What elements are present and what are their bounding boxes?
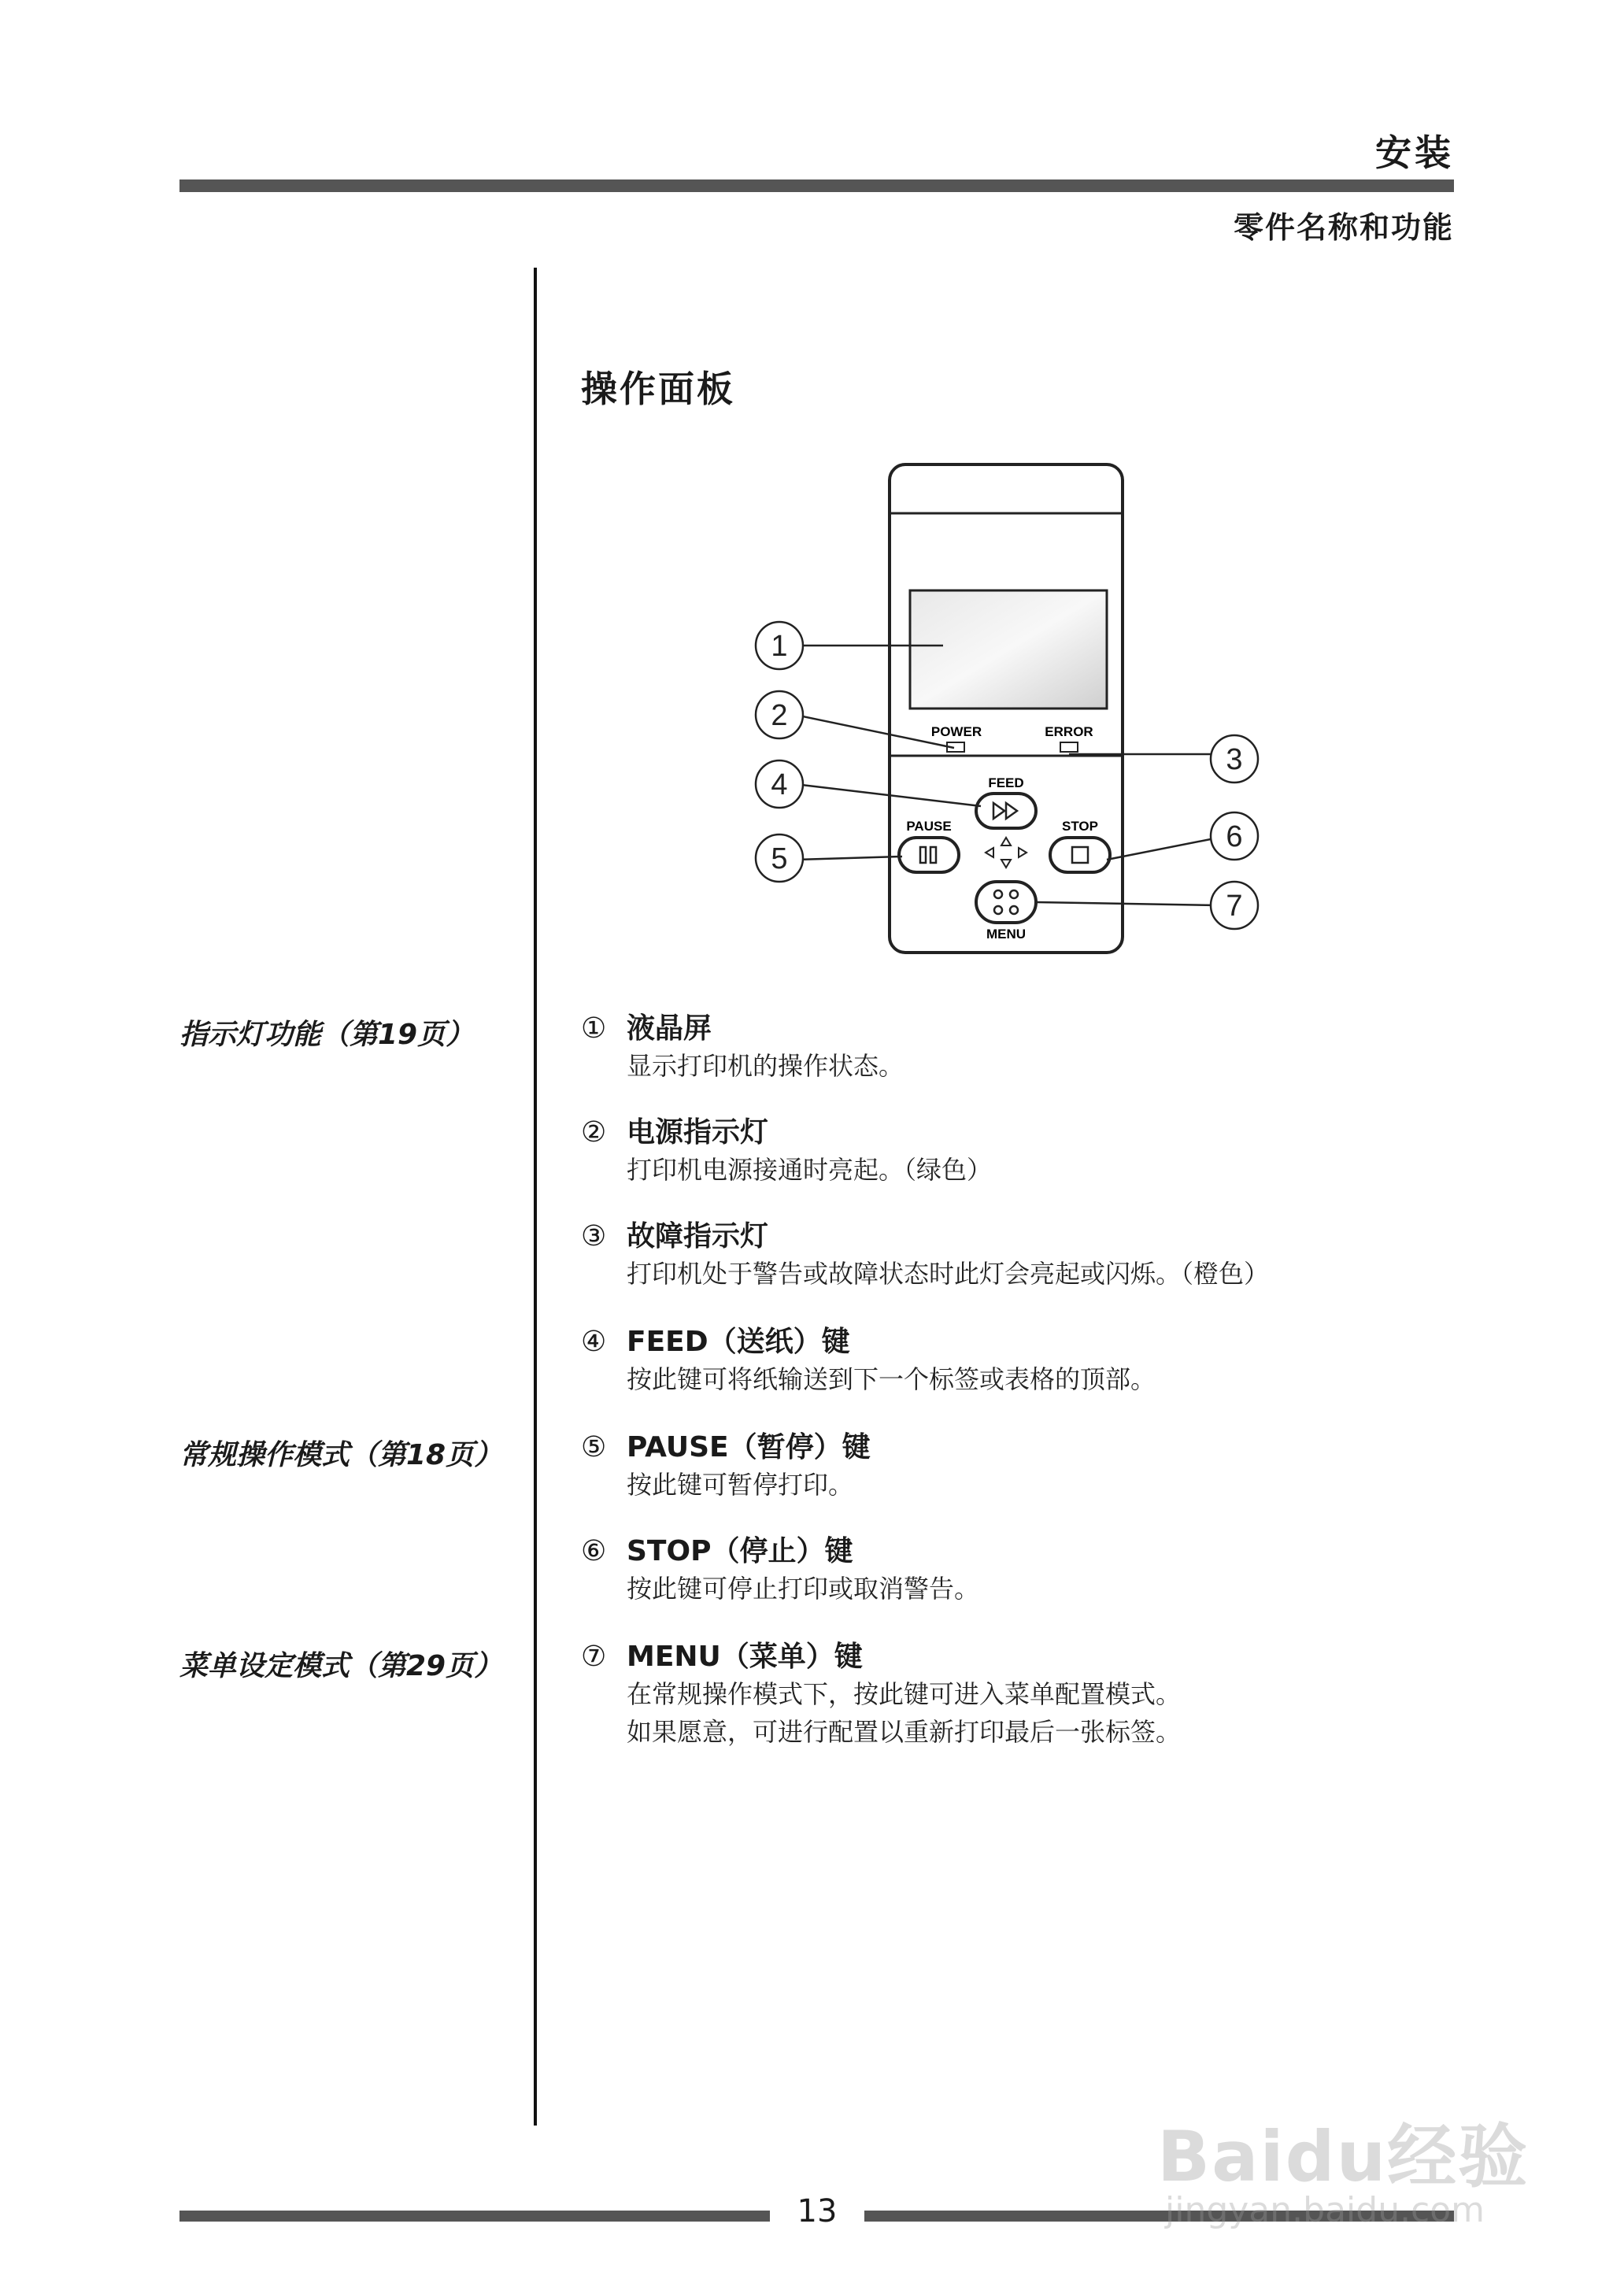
item-menu-key [581,1639,1455,1751]
item-description: 按此键可停止打印或取消警告。 [627,1574,980,1604]
power-label: POWER [930,724,982,739]
watermark-logo: Baidu经验 [1157,2116,1530,2197]
item-title [581,1219,1455,1255]
stop-label: STOP [1062,819,1098,834]
bottom-rule-left [179,2211,770,2222]
menu-label: MENU [986,927,1027,942]
callout-5-label: 5 [771,842,788,875]
error-led [1060,742,1078,752]
pause-label: PAUSE [906,819,952,834]
callout-3-label: 3 [1226,743,1243,776]
item-title-text: MENU（菜单）键 [627,1641,863,1673]
item-title-text: STOP（停止）键 [627,1535,853,1567]
top-rule [179,179,1454,192]
callout-1-label: 1 [771,630,788,663]
item-number: ⑦ [581,1641,607,1673]
item-title-text: PAUSE（暂停）键 [627,1431,871,1463]
item-title [581,1011,1455,1047]
stop-button [1050,838,1110,872]
subsection-title: 零件名称和功能 [1233,210,1454,245]
operation-panel-figure [740,457,1275,960]
item-description: 按此键可将纸输送到下一个标签或表格的顶部。 [627,1364,1156,1394]
item-number: ① [581,1012,607,1045]
item-title-text: 液晶屏 [627,1012,712,1045]
baidu-watermark [1157,2094,1551,2251]
item-description: 在常规操作模式下，按此键可进入菜单配置模式。 如果愿意，可进行配置以重新打印最后一张标签。 [627,1679,1182,1747]
callout-2-label: 2 [771,699,788,732]
callout-4-label: 4 [771,768,788,801]
lcd-screen [910,590,1107,709]
item-number: ⑤ [581,1431,607,1463]
item-stop-key [581,1534,1455,1608]
item-title [581,1324,1455,1360]
item-number: ⑥ [581,1535,607,1567]
item-number: ③ [581,1220,607,1252]
item-number: ④ [581,1326,607,1358]
item-title [581,1115,1455,1151]
item-description: 按此键可暂停打印。 [627,1470,854,1500]
callout-7-label: 7 [1226,890,1243,923]
item-pause-key [581,1430,1455,1504]
item-description: 打印机电源接通时亮起。（绿色） [627,1155,993,1185]
callout-6-label: 6 [1226,820,1243,853]
item-title-text: 电源指示灯 [627,1116,769,1149]
page-number: 13 [797,2193,838,2229]
item-error-led [581,1219,1455,1293]
watermark-url: jingyan.baidu.com [1165,2190,1485,2230]
item-number: ② [581,1116,607,1149]
feed-label: FEED [988,775,1024,790]
item-title [581,1430,1455,1466]
item-title-text: FEED（送纸）键 [627,1326,850,1358]
item-description: 打印机处于警告或故障状态时此灯会亮起或闪烁。（橙色） [627,1259,1270,1289]
item-power-led [581,1115,1455,1189]
item-title-text: 故障指示灯 [627,1220,769,1252]
item-lcd [581,1011,1455,1085]
menu-button [976,882,1036,923]
item-title [581,1534,1455,1570]
panel-heading: 操作面板 [581,368,735,410]
side-note-indicator: 指示灯功能（第19页） [179,1019,475,1051]
section-title: 安装 [1375,131,1454,174]
pause-button [899,838,959,872]
side-note-normal-mode: 常规操作模式（第18页） [179,1439,503,1471]
item-description: 显示打印机的操作状态。 [627,1051,904,1081]
side-note-menu-mode: 菜单设定模式（第29页） [179,1650,503,1682]
column-divider [534,268,537,2126]
item-feed-key [581,1324,1455,1398]
item-title [581,1639,1455,1675]
error-label: ERROR [1045,724,1093,739]
